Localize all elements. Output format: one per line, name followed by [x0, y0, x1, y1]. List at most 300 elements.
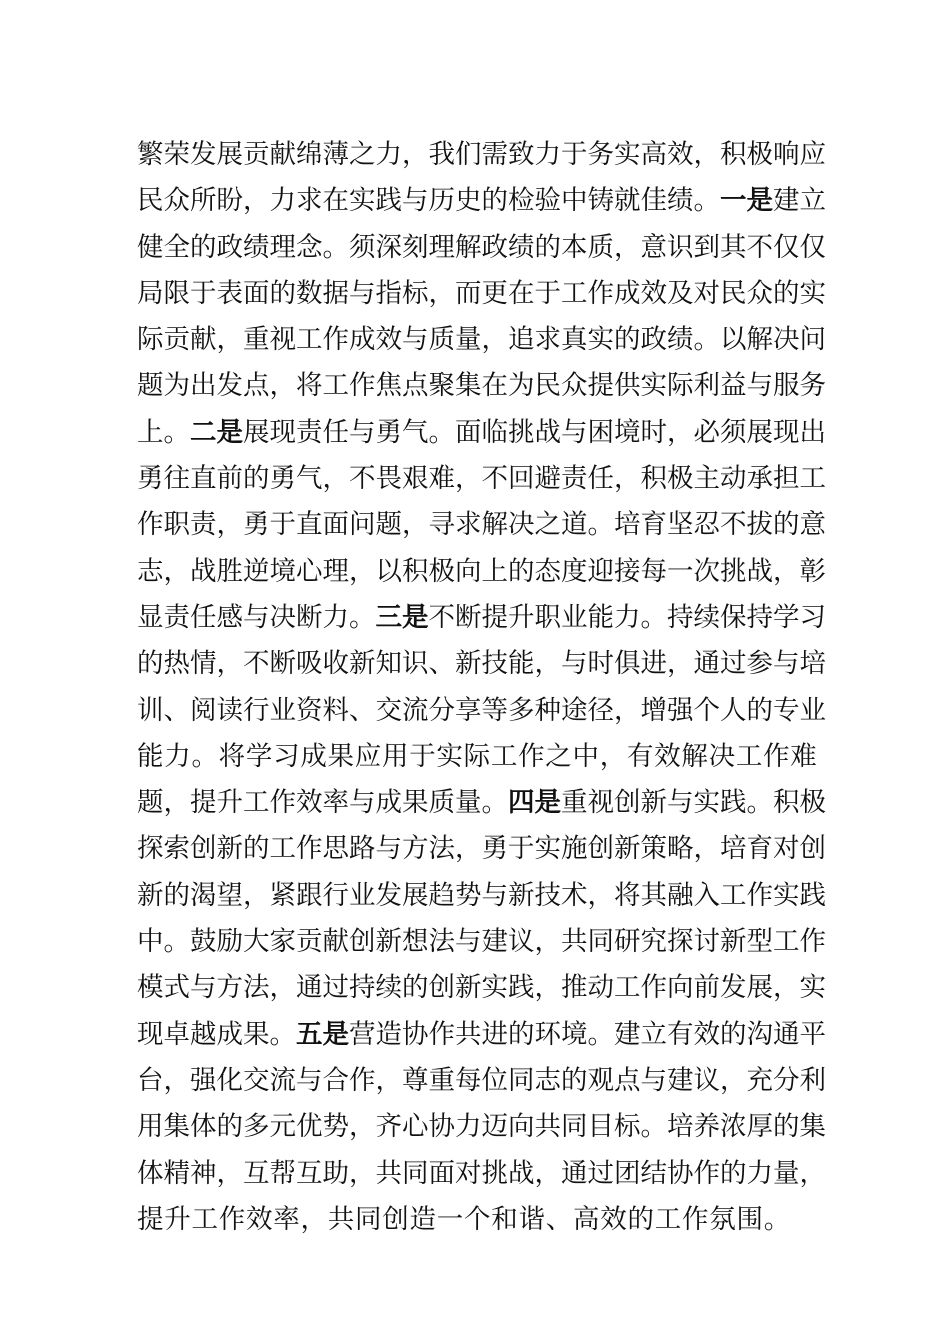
text-char: 研: [614, 926, 641, 958]
text-char: ，: [667, 648, 694, 680]
text-char: 同: [355, 1203, 382, 1235]
text-char: 们: [455, 139, 482, 170]
text-char: ，: [455, 833, 482, 865]
text-char: 与: [349, 416, 376, 448]
text-char: 于: [269, 509, 296, 541]
text-char: 鼓: [190, 926, 217, 958]
text-char: 求: [296, 185, 323, 217]
text-char: 浓: [720, 1111, 747, 1143]
text-char: 的: [746, 694, 773, 726]
text-char: 态: [534, 555, 561, 587]
text-char: 际: [137, 324, 164, 356]
text-char: 战: [534, 416, 561, 448]
text-char: 成: [614, 277, 641, 309]
text-char: 的: [508, 1018, 535, 1050]
text-char: 绩: [508, 231, 535, 263]
text-char: 思: [322, 833, 349, 865]
text-char: 持: [667, 601, 694, 633]
text-char: 发: [190, 139, 217, 170]
text-char: ，: [799, 1157, 826, 1189]
text-char: 的: [720, 1018, 747, 1050]
text-char: 聚: [428, 370, 455, 402]
text-char: ，: [534, 926, 561, 958]
text-char: ，: [693, 833, 720, 865]
text-char: 渴: [190, 879, 217, 911]
text-char: 过: [720, 648, 747, 680]
text-char: 力: [375, 139, 402, 170]
ordinal-marker: 是: [322, 1018, 349, 1050]
text-char: 学: [773, 601, 800, 633]
text-char: 检: [508, 185, 535, 217]
text-char: 效: [246, 1203, 273, 1235]
text-char: 工: [191, 1203, 218, 1235]
text-char: 工: [654, 1203, 682, 1235]
text-char: 题: [137, 370, 164, 402]
text-char: 用: [137, 1111, 164, 1143]
text-char: 议: [508, 926, 535, 958]
text-char: 工: [799, 463, 826, 495]
text-char: ，: [773, 972, 800, 1004]
text-char: 任: [322, 416, 349, 448]
text-char: 式: [163, 972, 190, 1004]
text-char: 。: [269, 1018, 296, 1050]
text-char: 共: [534, 1111, 561, 1143]
text-char: ，: [216, 509, 243, 541]
text-char: 趋: [428, 879, 455, 911]
text-char: 极: [428, 555, 455, 587]
text-char: 发: [216, 370, 243, 402]
text-char: 。: [349, 601, 376, 633]
text-char: 须: [720, 416, 747, 448]
text-char: 显: [137, 601, 164, 633]
text-char: 作: [640, 972, 667, 1004]
text-char: 收: [322, 648, 349, 680]
text-char: 难: [428, 463, 455, 495]
text-char: 战: [190, 555, 217, 587]
text-char: 、: [349, 694, 376, 726]
text-char: 题: [375, 509, 402, 541]
text-char: 标: [402, 277, 429, 309]
text-char: 真: [561, 324, 588, 356]
text-char: 型: [746, 926, 773, 958]
text-char: 读: [216, 694, 243, 726]
text-char: ，: [163, 555, 190, 587]
text-char: 心: [296, 555, 323, 587]
text-char: 升: [508, 601, 535, 633]
text-char: 对: [773, 833, 800, 865]
text-char: 新: [137, 879, 164, 911]
text-char: 能: [137, 740, 164, 772]
text-char: 创: [190, 833, 217, 865]
text-char: 体: [190, 1111, 217, 1143]
text-char: 效: [667, 139, 694, 170]
text-char: 工: [720, 879, 747, 911]
text-char: 协: [402, 1018, 429, 1050]
text-char: 业: [349, 879, 376, 911]
text-line: [137, 410, 826, 456]
text-char: 。: [746, 787, 773, 819]
text-char: 力: [614, 601, 641, 633]
text-char: 新: [375, 926, 402, 958]
text-char: 胜: [216, 555, 243, 587]
ordinal-marker: 二: [190, 416, 217, 448]
text-char: 积: [402, 555, 429, 587]
text-char: 与: [375, 833, 402, 865]
text-char: 决: [269, 601, 296, 633]
text-char: 多: [243, 1111, 270, 1143]
text-char: 模: [137, 972, 164, 1004]
text-char: 繁: [137, 139, 164, 170]
text-line: [137, 780, 826, 826]
text-char: 施: [561, 833, 588, 865]
text-char: ，: [402, 509, 429, 541]
text-char: 于: [409, 740, 436, 772]
text-char: 历: [428, 185, 455, 217]
text-char: 次: [693, 555, 720, 587]
text-char: 之: [545, 740, 572, 772]
text-char: 策: [640, 833, 667, 865]
text-char: 学: [245, 740, 273, 772]
text-char: 增: [640, 694, 667, 726]
text-char: 平: [799, 1018, 826, 1050]
text-char: 验: [534, 185, 561, 217]
text-line: [137, 132, 826, 178]
text-char: 。: [481, 787, 508, 819]
text-char: 出: [190, 370, 217, 402]
text-char: 指: [375, 277, 402, 309]
text-char: 卓: [163, 1018, 190, 1050]
text-char: 。: [587, 1018, 614, 1050]
text-char: 结: [640, 1157, 667, 1189]
text-char: 政: [481, 231, 508, 263]
text-char: 位: [481, 1064, 508, 1096]
text-char: 持: [349, 972, 376, 1004]
text-char: 的: [481, 185, 508, 217]
text-char: 重: [561, 787, 588, 819]
text-char: 谐: [518, 1203, 545, 1235]
text-char: 气: [296, 463, 323, 495]
text-char: 众: [561, 370, 588, 402]
text-char: 主: [693, 463, 720, 495]
text-char: 。: [163, 926, 190, 958]
text-char: 法: [243, 972, 270, 1004]
text-char: 习: [273, 740, 300, 772]
text-char: 索: [163, 833, 190, 865]
text-char: 大: [243, 926, 270, 958]
text-char: 现: [137, 1018, 164, 1050]
text-char: 创: [428, 972, 455, 1004]
text-char: 量: [455, 787, 482, 819]
text-char: 高: [640, 139, 667, 170]
text-char: 绩: [667, 324, 694, 356]
text-char: 于: [508, 833, 535, 865]
text-char: 以: [375, 555, 402, 587]
text-char: 助: [322, 1157, 349, 1189]
text-char: 勇: [137, 463, 164, 495]
text-char: 同: [587, 926, 614, 958]
text-char: 民: [137, 185, 164, 217]
text-char: 及: [667, 277, 694, 309]
text-char: 成: [349, 324, 376, 356]
text-char: 困: [587, 416, 614, 448]
text-char: 实: [693, 787, 720, 819]
text-char: 重: [428, 1064, 455, 1096]
text-char: 不: [481, 463, 508, 495]
text-char: 力: [322, 601, 349, 633]
ordinal-marker: 五: [296, 1018, 323, 1050]
text-char: 视: [587, 787, 614, 819]
text-char: 工: [614, 972, 641, 1004]
text-char: ，: [163, 1064, 190, 1096]
text-char: 的: [773, 1111, 800, 1143]
text-char: 新: [614, 833, 641, 865]
text-char: 回: [508, 463, 535, 495]
text-char: 质: [587, 231, 614, 263]
text-char: ，: [216, 648, 243, 680]
text-char: 贡: [163, 324, 190, 356]
text-char: 服: [773, 370, 800, 402]
text-char: 有: [626, 740, 654, 772]
text-char: 问: [799, 324, 826, 356]
text-char: 享: [455, 694, 482, 726]
ordinal-marker: 是: [746, 185, 773, 217]
text-char: 理: [428, 231, 455, 263]
text-char: 畏: [375, 463, 402, 495]
text-char: 践: [720, 787, 747, 819]
text-char: 势: [322, 1111, 349, 1143]
text-char: 的: [163, 879, 190, 911]
text-char: 决: [508, 509, 535, 541]
text-char: 勇: [375, 416, 402, 448]
text-char: 史: [455, 185, 482, 217]
text-char: 全: [163, 231, 190, 263]
text-char: 通: [561, 1157, 588, 1189]
text-char: 表: [216, 277, 243, 309]
text-char: 互: [296, 1157, 323, 1189]
text-char: 业: [799, 694, 826, 726]
text-char: 发: [720, 972, 747, 1004]
text-char: ，: [375, 1064, 402, 1096]
text-char: 拔: [746, 509, 773, 541]
text-char: 每: [455, 1064, 482, 1096]
text-char: 紧: [269, 879, 296, 911]
text-line: [137, 734, 817, 780]
text-char: 齐: [375, 1111, 402, 1143]
text-char: 践: [508, 972, 535, 1004]
text-char: 技: [534, 879, 561, 911]
text-char: 盼: [216, 185, 243, 217]
text-char: 方: [402, 833, 429, 865]
text-char: 理: [322, 555, 349, 587]
text-char: 动: [587, 972, 614, 1004]
text-char: 承: [746, 463, 773, 495]
text-char: 任: [587, 463, 614, 495]
text-char: 直: [296, 509, 323, 541]
text-char: 责: [163, 601, 190, 633]
text-char: 协: [428, 1111, 455, 1143]
text-char: 。: [191, 740, 218, 772]
text-line: [137, 1197, 817, 1243]
text-char: 向: [455, 555, 482, 587]
text-char: 须: [349, 231, 376, 263]
text-char: ，: [481, 324, 508, 356]
text-char: 作: [269, 787, 296, 819]
text-char: 所: [190, 185, 217, 217]
text-char: 交: [375, 694, 402, 726]
text-char: 荣: [163, 139, 190, 170]
text-char: ，: [614, 463, 641, 495]
text-char: ，: [720, 1064, 747, 1096]
text-char: 新: [640, 787, 667, 819]
text-char: 工: [490, 740, 518, 772]
ordinal-marker: 一: [720, 185, 747, 217]
text-char: 战: [746, 555, 773, 587]
text-char: 解: [481, 509, 508, 541]
text-char: 与: [296, 1064, 323, 1096]
text-char: 目: [587, 1111, 614, 1143]
text-char: 新: [455, 648, 482, 680]
ordinal-marker: 四: [508, 787, 535, 819]
text-char: 略: [667, 833, 694, 865]
text-char: 作: [763, 740, 790, 772]
text-char: 勇: [269, 463, 296, 495]
text-char: 新: [720, 926, 747, 958]
text-char: 供: [614, 370, 641, 402]
text-char: 培: [667, 1111, 694, 1143]
text-char: 于: [534, 277, 561, 309]
text-char: 工: [735, 740, 763, 772]
text-char: 的: [190, 231, 217, 263]
text-char: 过: [322, 972, 349, 1004]
text-char: 帮: [269, 1157, 296, 1189]
ordinal-marker: 是: [216, 416, 243, 448]
text-char: ，: [300, 1203, 327, 1235]
text-char: 探: [137, 833, 164, 865]
text-char: 作: [746, 879, 773, 911]
text-char: 同: [402, 1157, 429, 1189]
text-char: 艰: [402, 463, 429, 495]
text-char: 践: [799, 879, 826, 911]
text-char: 的: [773, 277, 800, 309]
text-char: 进: [481, 1018, 508, 1050]
text-char: 人: [720, 694, 747, 726]
text-char: 展: [746, 972, 773, 1004]
text-char: 时: [640, 416, 667, 448]
text-line: [137, 688, 826, 734]
text-char: 率: [322, 787, 349, 819]
text-char: 致: [508, 139, 535, 170]
text-char: 任: [190, 601, 217, 633]
text-char: 融: [667, 879, 694, 911]
text-char: 力: [455, 1111, 482, 1143]
text-char: 的: [627, 1203, 654, 1235]
text-char: 责: [296, 416, 323, 448]
text-char: 点: [243, 370, 270, 402]
text-char: 于: [190, 277, 217, 309]
text-char: 中: [572, 740, 599, 772]
text-char: 力: [269, 185, 296, 217]
text-char: 方: [216, 972, 243, 1004]
text-char: 培: [720, 833, 747, 865]
text-char: 职: [534, 601, 561, 633]
text-char: 用: [381, 740, 409, 772]
text-char: 向: [508, 1111, 535, 1143]
text-char: 挑: [720, 555, 747, 587]
text-char: 一: [436, 1203, 464, 1235]
text-char: 需: [481, 139, 508, 170]
text-char: 际: [463, 740, 491, 772]
text-line: [137, 1151, 826, 1197]
text-char: 贡: [243, 139, 270, 170]
text-char: 阅: [190, 694, 217, 726]
text-char: 量: [455, 324, 482, 356]
text-char: 同: [561, 1111, 588, 1143]
text-char: 俱: [614, 648, 641, 680]
text-char: 情: [190, 648, 217, 680]
text-char: 工: [296, 324, 323, 356]
text-char: 道: [561, 509, 588, 541]
text-char: 度: [561, 555, 588, 587]
text-char: 个: [693, 694, 720, 726]
text-char: 利: [693, 370, 720, 402]
text-char: 其: [720, 231, 747, 263]
text-char: 据: [322, 277, 349, 309]
text-char: ，: [773, 555, 800, 587]
text-char: 绩: [243, 231, 270, 263]
text-char: 创: [587, 833, 614, 865]
text-char: 建: [667, 1064, 694, 1096]
text-char: 本: [561, 231, 588, 263]
text-char: 接: [614, 555, 641, 587]
text-char: 作: [137, 509, 164, 541]
text-char: 作: [349, 1064, 376, 1096]
text-char: 升: [216, 787, 243, 819]
text-char: 数: [296, 277, 323, 309]
text-char: 作: [349, 370, 376, 402]
text-char: 与: [561, 416, 588, 448]
text-char: ，: [587, 879, 614, 911]
text-char: 育: [746, 833, 773, 865]
text-char: 实: [587, 324, 614, 356]
text-char: 对: [693, 277, 720, 309]
text-char: 作: [428, 1018, 455, 1050]
text-char: 新: [349, 648, 376, 680]
text-char: ，: [599, 740, 627, 772]
text-char: 。: [322, 231, 349, 263]
text-char: 果: [327, 740, 355, 772]
text-char: 通: [773, 1018, 800, 1050]
text-char: 法: [428, 833, 455, 865]
text-char: 。: [763, 1203, 791, 1235]
text-char: 训: [137, 694, 164, 726]
text-char: 创: [382, 1203, 409, 1235]
text-char: 流: [402, 694, 429, 726]
text-char: ，: [614, 231, 641, 263]
text-char: 焦: [375, 370, 402, 402]
text-char: 与: [349, 277, 376, 309]
text-char: 面: [428, 1157, 455, 1189]
text-char: 其: [640, 879, 667, 911]
text-char: 实: [481, 972, 508, 1004]
text-char: 题: [137, 787, 164, 819]
text-char: 入: [693, 879, 720, 911]
text-char: 担: [773, 463, 800, 495]
text-char: 路: [349, 833, 376, 865]
text-char: 铸: [587, 185, 614, 217]
text-char: 。: [587, 509, 614, 541]
text-char: 效: [693, 1018, 720, 1050]
text-char: 到: [693, 231, 720, 263]
